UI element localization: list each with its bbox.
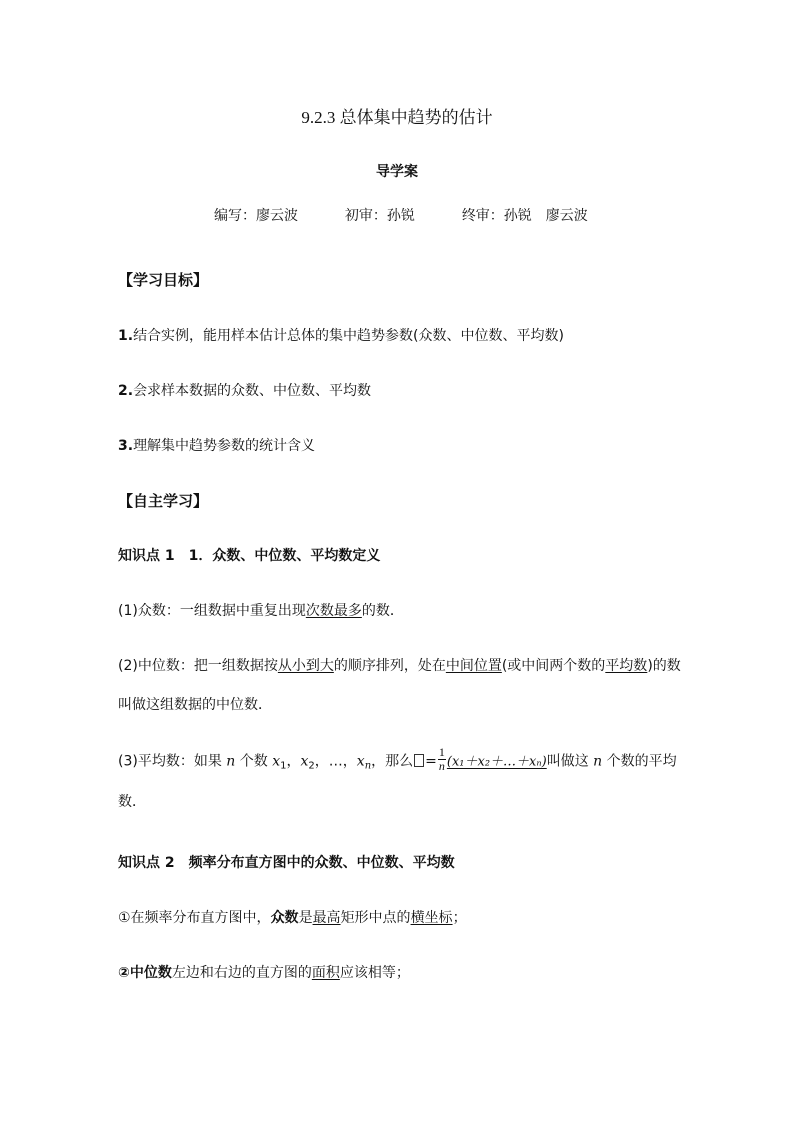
fraction-denominator: n — [438, 759, 445, 773]
rule1-prefix: ①在频率分布直方图中， — [118, 910, 271, 926]
sub-1: 1 — [280, 760, 287, 772]
median-prefix: (2)中位数：把一组数据按 — [118, 658, 278, 674]
equals-sign: = — [425, 753, 437, 770]
goal-text: 会求样本数据的众数、中位数、平均数 — [133, 383, 372, 399]
self-study-heading: 【自主学习】 — [118, 492, 209, 510]
rule1-mid-2: 矩形中点的 — [340, 910, 411, 926]
mode-blank: 次数最多 — [305, 603, 362, 619]
sub-2: 2 — [308, 760, 315, 772]
sub-n: n — [364, 760, 372, 772]
rule1-suffix: ； — [452, 910, 467, 926]
rule1-blank-1: 最高 — [312, 910, 341, 926]
knowledge-point-2-title: 知识点 2 频率分布直方图中的众数、中位数、平均数 — [118, 855, 455, 871]
mean-formula-blank: (x₁＋x₂＋…＋xₙ) — [446, 754, 547, 770]
editors-line — [214, 206, 588, 226]
histogram-median-rule — [118, 963, 410, 983]
knowledge-point-1-title: 知识点 1 1．众数、中位数、平均数定义 — [118, 548, 381, 564]
median-mid-2: (或中间两个数的 — [501, 658, 606, 674]
median-definition-line2: 叫做这组数据的中位数． — [118, 697, 272, 713]
mean-definition: (3)平均数：如果 n 个数 $x_1$，$x_2$，…，$x_n$，那么 = $\frac{1}{n}$ (x₁＋x₂＋…＋xₙ)叫做这 n 个数的平均 — [118, 745, 677, 773]
rule2-bold: ②中位数 — [118, 965, 172, 981]
var-x2: x — [300, 753, 309, 770]
fraction — [438, 746, 446, 773]
goal-item — [118, 326, 564, 346]
var-x1: x — [272, 753, 281, 770]
var-n: n — [226, 753, 236, 770]
var-n: n — [593, 753, 603, 770]
final-review-credit: 终审：孙锐 廖云波 — [461, 208, 588, 224]
mean-mid-2: ，那么 — [371, 753, 414, 770]
rule2-suffix: 应该相等； — [339, 965, 410, 981]
histogram-mode-rule — [118, 908, 467, 928]
goal-number: 2. — [118, 383, 134, 399]
rule1-bold: 众数 — [270, 910, 299, 926]
median-definition — [118, 656, 681, 676]
goal-item — [118, 381, 371, 401]
mean-symbol-placeholder — [414, 754, 424, 767]
median-blank-1: 从小到大 — [277, 658, 334, 674]
writer-credit: 编写：廖云波 — [214, 208, 298, 224]
goal-item — [118, 436, 315, 456]
mean-prefix: (3)平均数：如果 — [118, 753, 227, 770]
median-mid-1: 的顺序排列，处在 — [333, 658, 446, 674]
page-title: 9.2.3 总体集中趋势的估计 — [301, 108, 493, 127]
mode-prefix: (1)众数：一组数据中重复出现 — [118, 603, 306, 619]
mean-definition-line2: 数． — [118, 794, 146, 810]
goals-heading: 【学习目标】 — [118, 271, 209, 289]
rule1-mid: 是 — [298, 910, 313, 926]
rule2-mid: 左边和右边的直方图的 — [171, 965, 312, 981]
ellipsis: … — [328, 753, 343, 770]
goal-number: 1. — [118, 328, 134, 344]
goal-text: 理解集中趋势参数的统计含义 — [133, 438, 316, 454]
mean-suffix-2: 个数的平均 — [602, 753, 677, 770]
median-suffix: )的数 — [647, 658, 681, 674]
mean-mid-1: 个数 — [235, 753, 273, 770]
median-blank-3: 平均数 — [605, 658, 648, 674]
fraction-numerator: 1 — [438, 745, 445, 759]
var-xn: x — [356, 753, 365, 770]
goal-text: 结合实例，能用样本估计总体的集中趋势参数(众数、中位数、平均数) — [133, 328, 564, 344]
mode-suffix: 的数． — [361, 603, 404, 619]
rule2-blank: 面积 — [311, 965, 340, 981]
page-subtitle: 导学案 — [376, 164, 418, 180]
mean-suffix: 叫做这 — [546, 753, 594, 770]
median-blank-2: 中间位置 — [445, 658, 502, 674]
rule1-blank-2: 横坐标 — [410, 910, 453, 926]
first-review-credit: 初审：孙锐 — [344, 208, 415, 224]
goal-number: 3. — [118, 438, 134, 454]
mode-definition — [118, 601, 404, 621]
